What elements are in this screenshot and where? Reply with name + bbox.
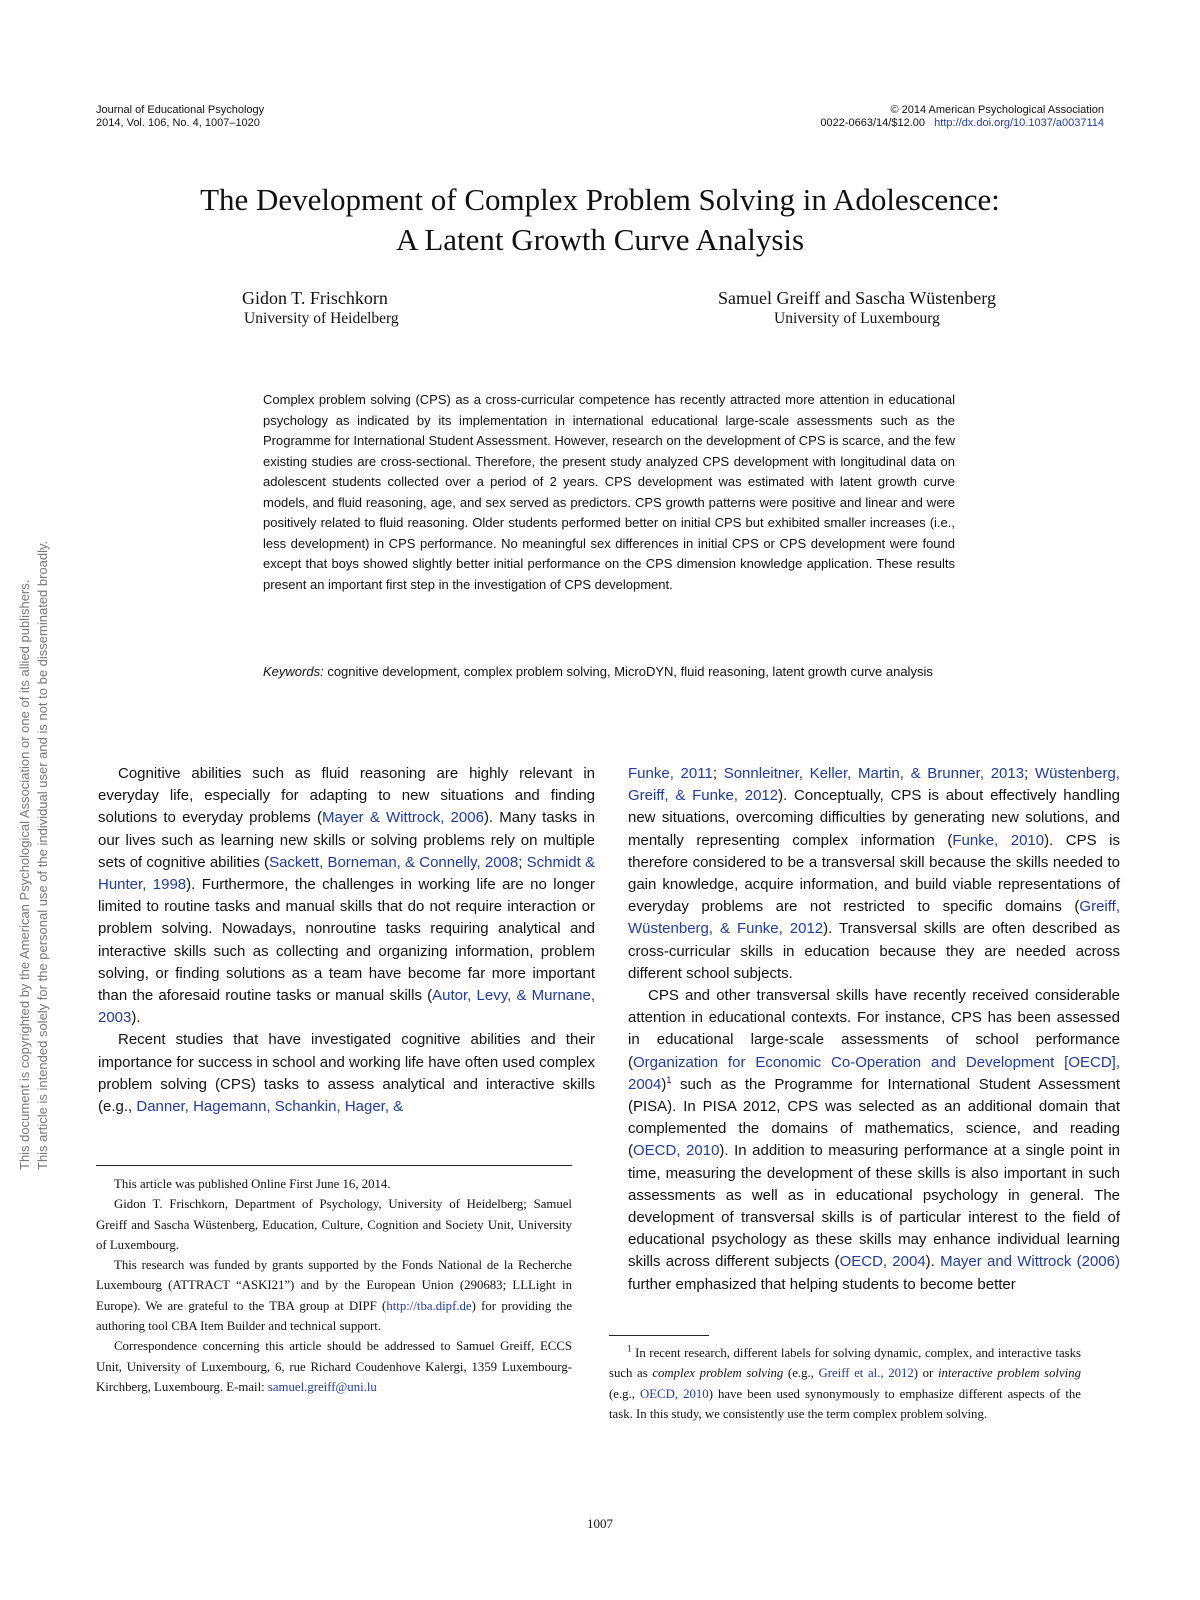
publisher-header (704, 104, 1104, 130)
author-name-right: Samuel Greiff and Sascha Wüstenberg (718, 288, 996, 308)
body-column-right (628, 763, 1120, 1296)
email-link[interactable]: samuel.greiff@uni.lu (267, 1379, 377, 1394)
citation-link[interactable]: Schmidt & Hunter, 1998 (98, 853, 596, 894)
journal-header (96, 104, 264, 130)
journal-name: Journal of Educational Psychology (96, 104, 265, 116)
paragraph: Recent studies that have investigated cognitive abilities and their importance for success in school and working life have often used complex problem solving (CPS) tasks to assess analytical and interactive skills (e.g., Danner, Hagemann, Schankin, Hager, & (98, 1031, 595, 1116)
paragraph: Funke, 2011; Sonnleitner, Keller, Martin, & Brunner, 2013; Wüstenberg, Greiff, & Funke, 2012). Conceptually, CPS is about effectively handling new situations, overcoming difficulties by generating new solutions, and mentally representing complex information (Funke, 2010). CPS is therefore considered to be a transversal skill because the skills needed to gain knowledge, acquire information, and build viable representations of everyday problems are not restricted to specific domains (Greiff, Wüstenberg, & Funke, 2012). Transversal skills are often described as cross-curricular skills in education because they are needed across different school subjects. (628, 765, 1120, 982)
copyright-sidebar (16, 470, 52, 1170)
paragraph: CPS and other transversal skills have recently received considerable attention in educational contexts. For instance, CPS has been assessed in educational large-scale assessments of school performance (Organization for Economic Co-Operation and Development [OECD], 2004)$^1$ such as the Programme for International Student Assessment (PISA). In PISA 2012, CPS was selected as an additional domain that complemented the domains of mathematics, science, and reading (OECD, 2010). In addition to measuring performance at a single point in time, measuring the development of these skills is also important in such assessments as well as in educational psychology in general. The development of transversal skills is of particular interest to the field of educational psychology as these skills may enhance individual learning skills across different subjects (OECD, 2004). Mayer and Wittrock (2006) further emphasized that helping students to become better (628, 987, 1121, 1293)
citation-link[interactable]: OECD, 2010 (640, 1386, 709, 1401)
footnote-1: $^1$ In recent research, different labels for solving dynamic, complex, and interactive tasks such as complex problem solving (e.g., Greiff et al., 2012) or interactive problem solving (e.g., OECD, 2010) have been used synonymously to emphasize different aspects of the task. In this study, we consistently use the term complex problem solving. (609, 1343, 1082, 1421)
footnote-rule-right (609, 1335, 709, 1336)
citation-link[interactable]: Funke, 2010 (952, 831, 1045, 849)
citation-link[interactable]: Mayer & Wittrock, 2006 (322, 809, 484, 827)
footnote-number: 1 (627, 1343, 632, 1354)
footnote-published: This article was published Online First June 16, 2014. (114, 1177, 391, 1191)
journal-volume: 2014, Vol. 106, No. 4, 1007–1020 (96, 117, 260, 129)
doi-link[interactable]: http://dx.doi.org/10.1037/a0037114 (934, 117, 1104, 129)
citation-link[interactable]: Sackett, Borneman, & Connelly, 2008 (269, 853, 519, 871)
citation-link[interactable]: Autor, Levy, & Murnane, 2003 (98, 987, 595, 1027)
footnote-right (609, 1343, 1081, 1424)
citation-link[interactable]: Sonnleitner, Keller, Martin, & Brunner, 2013 (723, 765, 1025, 782)
citation-link[interactable]: Danner, Hagemann, Schankin, Hager, & (136, 1098, 404, 1116)
author-affiliation-left: University of Heidelberg (244, 310, 399, 327)
citation-link[interactable]: Wüstenberg, Greiff, & Funke, 2012 (628, 765, 1120, 805)
author-name-left: Gidon T. Frischkorn (242, 288, 388, 308)
title-line-2: A Latent Growth Curve Analysis (395, 222, 805, 257)
page-number: 1007 (587, 1516, 613, 1531)
citation-link[interactable]: Mayer and Wittrock (2006) (940, 1253, 1120, 1271)
issn: 0022-0663/14/$12.00 (820, 117, 925, 129)
citation-link[interactable]: Greiff et al., 2012 (818, 1366, 914, 1381)
keywords (263, 662, 955, 683)
footnote-marker[interactable]: 1 (666, 1074, 672, 1085)
issn-doi-line (704, 117, 1104, 130)
tba-link[interactable]: http://tba.dipf.de (386, 1298, 472, 1313)
author-block-left (242, 287, 399, 328)
citation-link[interactable]: OECD, 2010 (633, 1142, 720, 1160)
sidebar-notice (16, 450, 52, 1170)
citation-link[interactable]: Greiff, Wüstenberg, & Funke, 2012 (628, 898, 1120, 938)
keywords-text: cognitive development, complex problem solving, MicroDYN, fluid reasoning, latent growth curve analysis (327, 664, 933, 679)
author-affiliation-right: University of Luxembourg (774, 310, 940, 327)
sidebar-line-1: This document is copyrighted by the American Psychological Association or one of its allied publishers. (17, 579, 32, 1170)
title-line-1: The Development of Complex Problem Solving in Adolescence: (200, 182, 1000, 217)
footnote-rule (96, 1165, 572, 1166)
footnote-affiliations: Gidon T. Frischkorn, Department of Psychology, University of Heidelberg; Samuel Greiff and Sascha Wüstenberg, Education, Culture, Cognition and Society Unit, University of Luxembourg. (96, 1197, 572, 1252)
citation-link[interactable]: Funke, 2011 (628, 765, 713, 782)
citation-link[interactable]: Organization for Economic Co-Operation and Development [OECD], 2004 (628, 1053, 1120, 1093)
copyright-line: © 2014 American Psychological Association (890, 104, 1104, 116)
footnotes-left (96, 1174, 572, 1397)
keywords-label: Keywords: (263, 664, 324, 679)
body-column-left (98, 763, 595, 1118)
abstract: Complex problem solving (CPS) as a cross-curricular competence has recently attracted more attention in educational psychology as indicated by its implementation in international educational large-scale assessments such as the Programme for International Student Assessment. However, research on the development of CPS is scarce, and the few existing studies are cross-sectional. Therefore, the present study analyzed CPS development with longitudinal data on adolescent students collected over a period of 2 years. CPS development was estimated with latent growth curve models, and fluid reasoning, age, and sex served as predictors. CPS growth patterns were positive and linear and were positively related to fluid reasoning. Older students performed better on initial CPS but exhibited smaller increases (i.e., less development) in CPS performance. No meaningful sex differences in initial CPS or CPS development were found except that boys showed slightly better initial performance on the CPS dimension knowledge application. These results present an important first step in the investigation of CPS development. (263, 392, 955, 592)
citation-link[interactable]: OECD, 2004 (839, 1253, 926, 1271)
author-block-right (672, 287, 1042, 328)
footnote-funding: This research was funded by grants supported by the Fonds National de la Recherche Luxembourg (ATTRACT “ASKI21”) and by the European Union (290683; LLLight in Europe). We are grateful to the TBA group at DIPF (http://tba.dipf.de) for providing the authoring tool CBA Item Builder and technical support. (96, 1258, 572, 1334)
sidebar-line-2: This article is intended solely for the personal use of the individual user and is not to be disseminated broadly. (35, 540, 50, 1170)
article-title (100, 180, 1100, 260)
footnote-correspondence: Correspondence concerning this article should be addressed to Samuel Greiff, ECCS Unit, University of Luxembourg, 6, rue Richard Coudenhove Kalergi, 1359 Luxembourg-Kirchberg, Luxembourg. E-mail: samuel.greiff@uni.lu (96, 1339, 572, 1394)
paragraph: Cognitive abilities such as fluid reasoning are highly relevant in everyday life, especially for adapting to new situations and finding solutions to everyday problems (Mayer & Wittrock, 2006). Many tasks in our lives such as learning new skills or solving problems rely on multiple sets of cognitive abilities (Sackett, Borneman, & Connelly, 2008; Schmidt & Hunter, 1998). Furthermore, the challenges in working life are no longer limited to routine tasks and manual skills that do not require interaction or problem solving. Nowadays, nonroutine tasks requiring analytical and interactive skills such as collecting and organizing information, problem solving, or finding solutions as a team have become far more important than the aforesaid routine tasks or manual skills (Autor, Levy, & Murnane, 2003). (98, 765, 596, 1027)
